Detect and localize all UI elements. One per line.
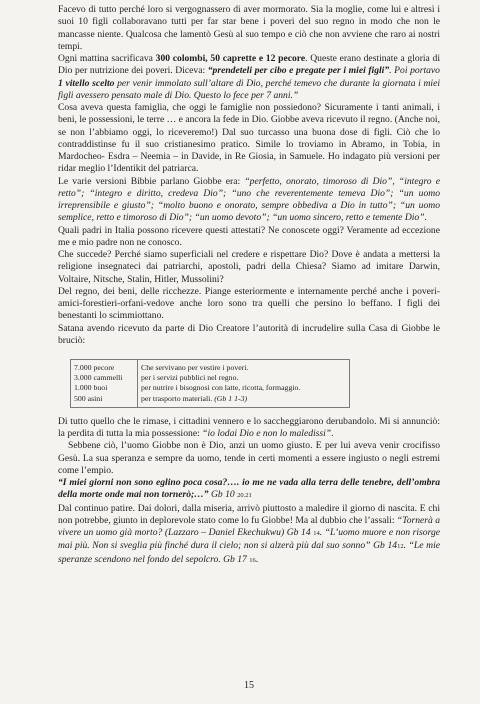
body-text [58,4,440,567]
paragraph-12 [58,503,440,567]
table-row [71,360,350,408]
bold-italic-quote: “prendeteli per cibo e pregate per i miei figli” [207,65,390,77]
reference: (Gb 1 1-3) [214,393,248,403]
text-span: Di tutto quello che le rimase, i cittadini vennero e lo saccheggiarono derubandolo. Mi si annunciò: la perdita di tutta la mia possessione: [58,415,440,440]
possessions-table [70,359,350,408]
purpose-line [141,394,346,404]
paragraph-10: Sebbene ciò, l’uomo Giobbe non è Dio, anzi un uomo giusto. E per lui aveva venir crocifisso Gesù. La sua speranza e sempre da uomo, tende in certi momenti a essere ingiusto o negli estremi come l’empio. [58,440,440,476]
paragraph-9 [58,416,440,441]
bold-italic-quote: “I miei giorni non sono eglino poca cosa?…. io me ne vada alla terra delle tenebre, dell’ombra della morte onde mai non tornerò;…” [58,477,440,501]
paragraph-2 [58,53,440,102]
verse-numbers: 20.21 [237,492,252,500]
purpose-line: per i servizi pubblici nel regno. [141,373,239,383]
purpose-line: per nutrire i bisognosi con latte, ricotta, formaggio. [141,383,301,393]
verse-numbers: 12 [397,543,404,551]
purpose-line: Che servivano per vestire i poveri. [141,363,249,372]
paragraph-6: Che succede? Perché siamo superficiali nel credere e rispettare Dio? Dove è andata a mettersi la religione insegnateci dai patriarchi, apostoli, padri della Chiesa? Siamo ad imitare Darwin, Voltaire, Nitsche, Stalin, Hitler, Mussolini? [58,249,440,285]
paragraph-3: Cosa aveva questa famiglia, che oggi le famiglie non possiedono? Sicuramente i tanti animali, i beni, le possessioni, le terre … e ancora la fede in Dio. Giobbe aveva ricevuto il regno. (Anche noi, se non l’abbiamo oggi, lo riceveremo!) Dal suo turcasso una buona dose di figli. Ciò che lo contraddistinse fu il suo cristianesimo pratico. Simile lo troviamo in Abramo, in Tobia, in Mardocheo- Esdra – Neemia – in Davide, in Re Giosia, in Samuele. Ho indagato più versioni per ridar meglio l’Identikit del patriarca. [58,102,440,175]
text-span: . [331,428,334,440]
verse-numbers: 16 [249,556,256,564]
bold-italic-text: 1 vitello scelto [58,77,115,89]
reference: Gb 10 [208,489,238,501]
paragraph-11 [58,477,440,503]
paragraph-4 [58,176,440,225]
paragraph-7: Del regno, dei beni, delle ricchezze. Piange esteriormente e internamente perché anche i poveri-amici-forestieri-orfani-vedove anche loro sono tra quelli che persino lo beffano. I figli dei benestanti lo scimmiottano. [58,285,440,322]
table-cell-purposes [138,360,350,408]
verse-numbers: 14 [313,530,320,538]
paragraph-8: Satana avendo ricevuto da parte di Dio Creatore l’autorità di incrudelire sulla Casa di Giobbe le bruciò: [58,322,440,346]
animals-line: 3.000 cammelli [74,373,123,383]
italic-quote: “io lodai Dio e non lo maledissi” [202,428,332,440]
text-span: Le varie versioni Bibbie parlano Giobbe era: [58,175,245,187]
text-span: Dal continuo patire. Dai dolori, dalla miseria, arrivò piuttosto a maledire il giorno di nascita. E chi non potrebbe, giunto in deplorevole stato come lo fu Giobbe! Ma al dubbio che l’assali: [58,502,440,526]
paragraph-1: Facevo di tutto perché loro si vergognassero di aver mormorato. Sia la moglie, come lui e altresì i suoi 10 figli collaboravano tutti per far star bene i poveri del suo regno in modo che non le mancasse niente. Qualcosa che lamentò Gesù al suo tempo e ciò che non avviene che raro ai nostri tempi. [58,4,440,52]
paragraph-5: Quali padri in Italia possono ricevere questi attestati? Ne conoscete oggi? Veramente ad eccezione me e mio padre non ne conosco. [58,224,440,248]
italic-quote: “Tornerà a vivere un uomo già morto? (Lazzaro – Daniel Ekechukwu) Gb 14 [58,514,441,539]
italic-quote: . “L’uomo muore e non risorge mai più. Non si sveglia più finché dura il cielo; non si alzerà più dal suo sonno” Gb 14 [58,527,441,552]
text-span: per trasporto materiali. [141,393,213,403]
animals-line: 7.000 pecore [74,363,115,372]
page-number: 15 [244,680,254,691]
italic-quotes: “perfetto, onorato, timoroso di Dio”, “integro e retto”; “integro e diritto, credeva Dio”; “uno che reverentemente temeva Dio”; “un uomo irreprensibile e giusto”; “molto buono e onorato, sempre obbediva a Dio in tutto”; “un uomo semplice, retto e timoroso di Dio”; “un uomo devoto”; “un uomo sincero, retto e temente Dio”. [58,175,440,224]
italic-text: per venir immolato sull’altare di Dio, perché temevo che durante la giornata i miei figli avessero pensato male di Dio. Questo lo fece per 7 anni.” [58,77,441,101]
bold-text: 300 colombi, 50 caprette e 12 pecore [155,53,306,64]
italic-quote: . “Le mie speranze scendono nel fondo del sepolcro. Gb 17 [58,540,440,565]
italic-text: . Poi portavo [389,65,440,77]
text-span: . [255,553,259,565]
possessions-table-wrapper [70,359,440,408]
animals-line: 1.000 buoi [74,383,108,393]
text-span: . Queste erano destinate a gloria di Dio per nutrizione dei poveri. Diceva: [58,53,440,77]
animals-line: 500 asini [74,393,103,403]
table-cell-animals [71,360,138,408]
text-span: Ogni mattina sacrificava [58,53,156,64]
